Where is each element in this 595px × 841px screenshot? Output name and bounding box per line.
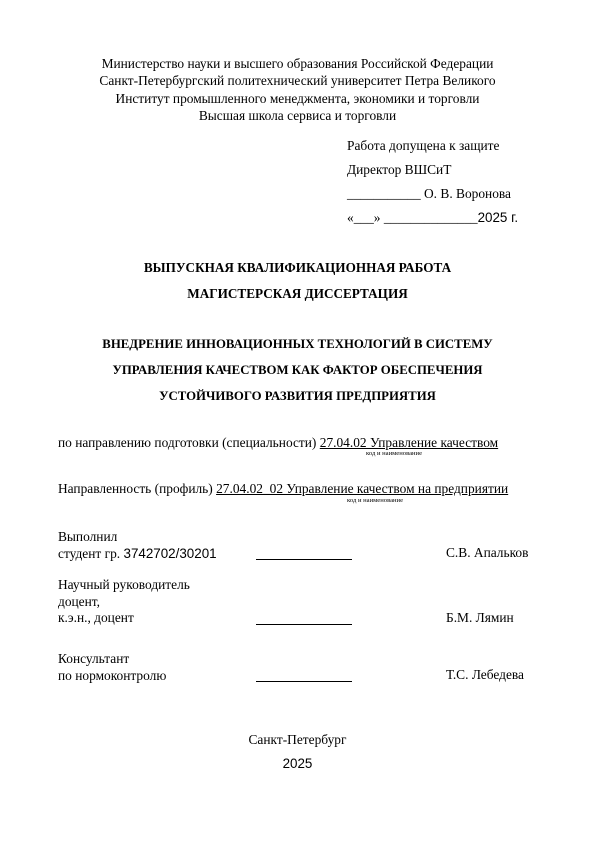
school-line: Высшая школа сервиса и торговли xyxy=(198,107,397,123)
institution-header xyxy=(0,55,595,124)
approval-date-row xyxy=(347,210,518,226)
topic-line-3: УСТОЙЧИВОГО РАЗВИТИЯ ПРЕДПРИЯТИЯ xyxy=(159,389,436,403)
supervisor-label xyxy=(58,577,190,627)
date-year: 2025 г. xyxy=(477,210,519,225)
topic-line-1: ВНЕДРЕНИЕ ИННОВАЦИОННЫХ ТЕХНОЛОГИЙ В СИСТЕМУ xyxy=(102,337,493,351)
footer-city: Санкт-Петербург xyxy=(248,732,347,747)
supervisor-line-3: к.э.н., доцент xyxy=(58,610,134,625)
university-line: Санкт-Петербургский политехнический университет Петра Великого xyxy=(99,73,496,89)
consultant-label xyxy=(58,651,166,684)
profile-hint: код и наименование xyxy=(347,497,404,504)
footer-year: 2025 xyxy=(282,756,313,771)
direction-hint: код и наименование xyxy=(366,450,423,457)
approval-admitted: Работа допущена к защите xyxy=(347,138,500,153)
supervisor-line-1: Научный руководитель xyxy=(58,577,190,592)
consultant-line-2: по нормоконтролю xyxy=(58,667,167,683)
student-group-number: 3742702/30201 xyxy=(123,545,217,561)
date-day-blank: ___ xyxy=(353,210,374,225)
date-close-quote: » xyxy=(373,210,381,225)
student-signature-line xyxy=(256,559,352,560)
student-line-2 xyxy=(58,546,217,563)
director-name: О. В. Воронова xyxy=(424,186,511,201)
consultant-signature-line xyxy=(256,681,352,682)
approval-position: Директор ВШСиТ xyxy=(347,162,452,177)
profile-value: 27.04.02_02 Управление качеством на предприятии xyxy=(216,481,509,496)
student-group-prefix: студент гр. xyxy=(58,545,121,561)
thesis-topic xyxy=(0,331,595,409)
date-open-quote: « xyxy=(347,210,354,225)
director-signature-blank: ___________ xyxy=(347,186,421,201)
supervisor-signature-line xyxy=(256,624,352,625)
approval-signature-row xyxy=(347,186,511,202)
dissertation-title: МАГИСТЕРСКАЯ ДИССЕРТАЦИЯ xyxy=(187,286,408,301)
student-name: С.В. Апальков xyxy=(446,545,529,560)
student-label xyxy=(58,529,217,562)
date-month-blank: ______________ xyxy=(383,210,478,225)
direction-label: по направлению подготовки (специальности) xyxy=(58,435,317,450)
supervisor-line-2: доцент, xyxy=(58,593,100,609)
consultant-name: Т.С. Лебедева xyxy=(446,667,524,682)
profile-field xyxy=(58,481,508,497)
institute-line: Институт промышленного менеджмента, экономики и торговли xyxy=(115,90,480,106)
ministry-line: Министерство науки и высшего образования Российской Федерации xyxy=(101,56,494,71)
direction-value: 27.04.02 Управление качеством xyxy=(319,435,499,450)
direction-field xyxy=(58,435,498,451)
work-type-title: ВЫПУСКНАЯ КВАЛИФИКАЦИОННАЯ РАБОТА xyxy=(143,260,452,275)
consultant-line-1: Консультант xyxy=(58,651,130,666)
student-line-1: Выполнил xyxy=(58,529,118,544)
profile-label: Направленность (профиль) xyxy=(58,481,213,496)
supervisor-name: Б.М. Лямин xyxy=(446,610,514,625)
topic-line-2: УПРАВЛЕНИЯ КАЧЕСТВОМ КАК ФАКТОР ОБЕСПЕЧЕНИЯ xyxy=(112,363,483,377)
